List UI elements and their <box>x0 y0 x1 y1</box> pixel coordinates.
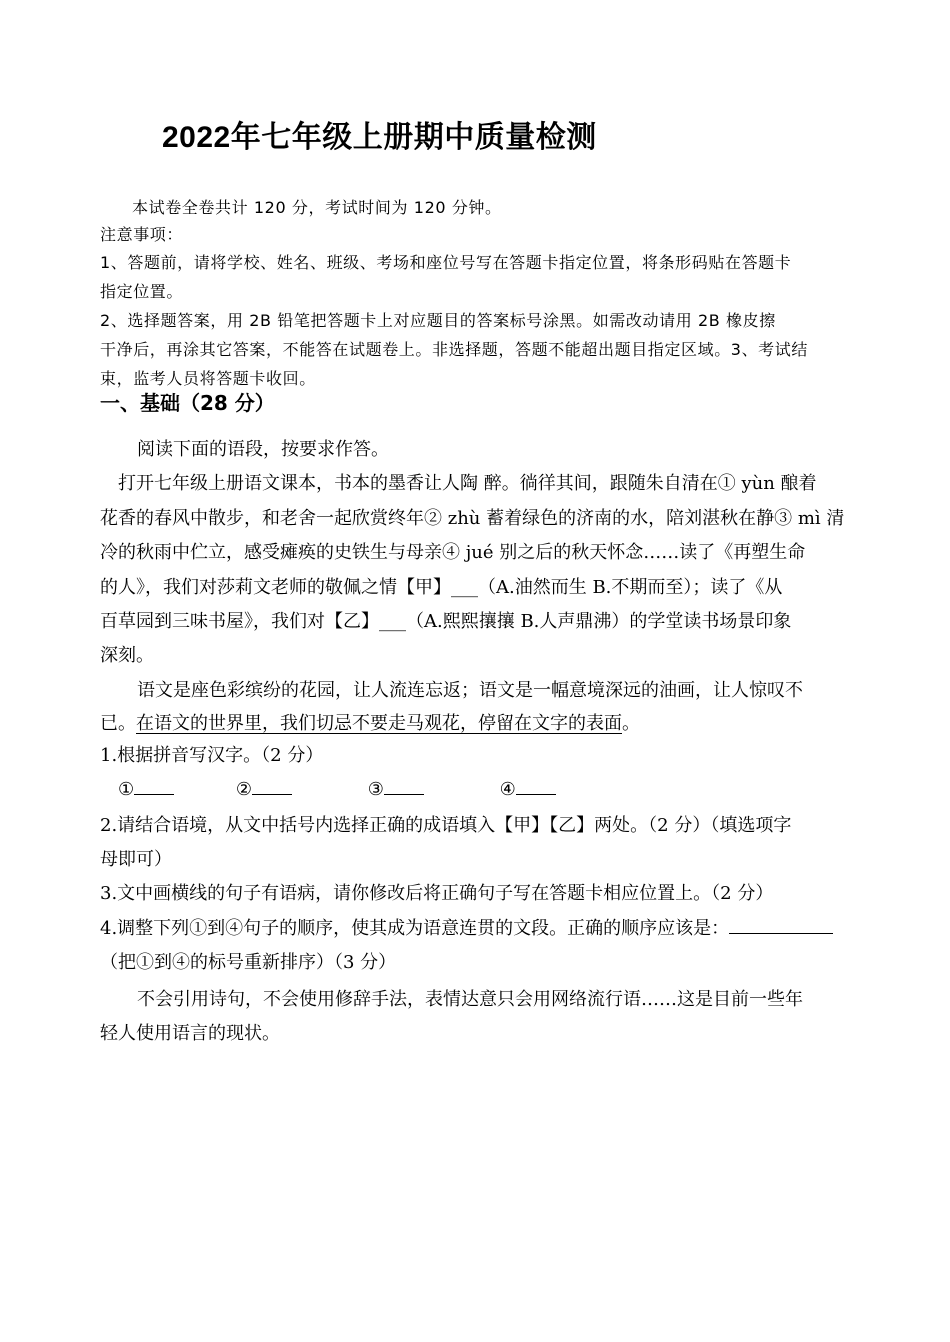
question-4-cont: （把①到④的标号重新排序）（3 分） <box>100 952 397 973</box>
notice-line: 1、答题前，请将学校、姓名、班级、考场和座位号写在答题卡指定位置，将条形码贴在答题卡 <box>100 253 792 272</box>
section-heading: 一、基础（28 分） <box>100 391 275 415</box>
question-2: 2.请结合语境，从文中括号内选择正确的成语填入【甲】【乙】两处。（2 分）（填选项字 <box>100 815 792 836</box>
reading-instruction: 阅读下面的语段，按要求作答。 <box>137 439 389 460</box>
notice-line: 指定位置。 <box>100 282 184 301</box>
passage-line: 花香的春风中散步，和老舍一起欣赏终年② zhù 蓄着绿色的济南的水，陪刘湛秋在静③ mì 清 <box>100 508 845 529</box>
passage-line: 深刻。 <box>100 645 154 666</box>
faulty-sentence: 在语文的世界里，我们切忌不要走马观花，停留在文字的表面 <box>136 713 622 734</box>
line-prefix: 已。 <box>100 713 136 734</box>
passage-line: 百草园到三味书屋》，我们对【乙】___（A.熙熙攘攘 B.人声鼎沸）的学堂读书场景印象 <box>100 611 792 632</box>
answer-blank[interactable] <box>252 776 292 795</box>
passage-line: 冷的秋雨中伫立，感受瘫痪的史铁生与母亲④ jué 别之后的秋天怀念……读了《再塑生命 <box>100 542 806 563</box>
passage-line: 语文是座色彩缤纷的花园，让人流连忘返；语文是一幅意境深远的油画，让人惊叹不 <box>137 680 803 701</box>
question-4-text: 4.调整下列①到④句子的顺序，使其成为语意连贯的文段。正确的顺序应该是： <box>100 918 730 939</box>
passage-line-underlined-sentence <box>100 709 640 735</box>
notice-line: 2、选择题答案，用 2B 铅笔把答题卡上对应题目的答案标号涂黑。如需改动请用 2B 橡皮擦 <box>100 311 776 330</box>
question-3: 3.文中画横线的句子有语病，请你修改后将正确句子写在答题卡相应位置上。（2 分） <box>100 883 774 904</box>
line-suffix: 。 <box>622 713 640 734</box>
passage-line: 的人》，我们对莎莉文老师的敬佩之情【甲】___（A.油然而生 B.不期而至）；读了《从 <box>100 577 783 598</box>
answer-blank[interactable] <box>134 776 174 795</box>
notice-line: 束，监考人员将答题卡收回。 <box>100 369 316 388</box>
exam-info: 本试卷全卷共计 120 分，考试时间为 120 分钟。 <box>132 198 502 217</box>
notice-label: 注意事项： <box>100 225 184 244</box>
order-answer-blank[interactable] <box>729 915 833 934</box>
passage-line: 不会引用诗句，不会使用修辞手法，表情达意只会用网络流行语……这是目前一些年 <box>137 989 803 1010</box>
question-1: 1.根据拼音写汉字。（2 分） <box>100 745 324 766</box>
blank-marker: ③ <box>367 779 384 800</box>
question-4 <box>100 914 833 940</box>
passage-line: 打开七年级上册语文课本，书本的墨香让人陶 醉。徜徉其间，跟随朱自清在① yùn 酿着 <box>118 473 817 494</box>
blank-marker: ② <box>235 779 253 800</box>
blank-marker: ④ <box>499 779 516 800</box>
q1-answer-blanks <box>118 776 556 800</box>
question-2-cont: 母即可） <box>100 849 172 870</box>
blank-marker: ① <box>118 779 135 800</box>
passage-line: 轻人使用语言的现状。 <box>100 1023 280 1044</box>
page-title: 2022年七年级上册期中质量检测 <box>162 121 597 154</box>
answer-blank[interactable] <box>384 776 424 795</box>
answer-blank[interactable] <box>516 776 556 795</box>
notice-line: 干净后，再涂其它答案，不能答在试题卷上。非选择题，答题不能超出题目指定区域。3、考试结 <box>100 340 808 359</box>
